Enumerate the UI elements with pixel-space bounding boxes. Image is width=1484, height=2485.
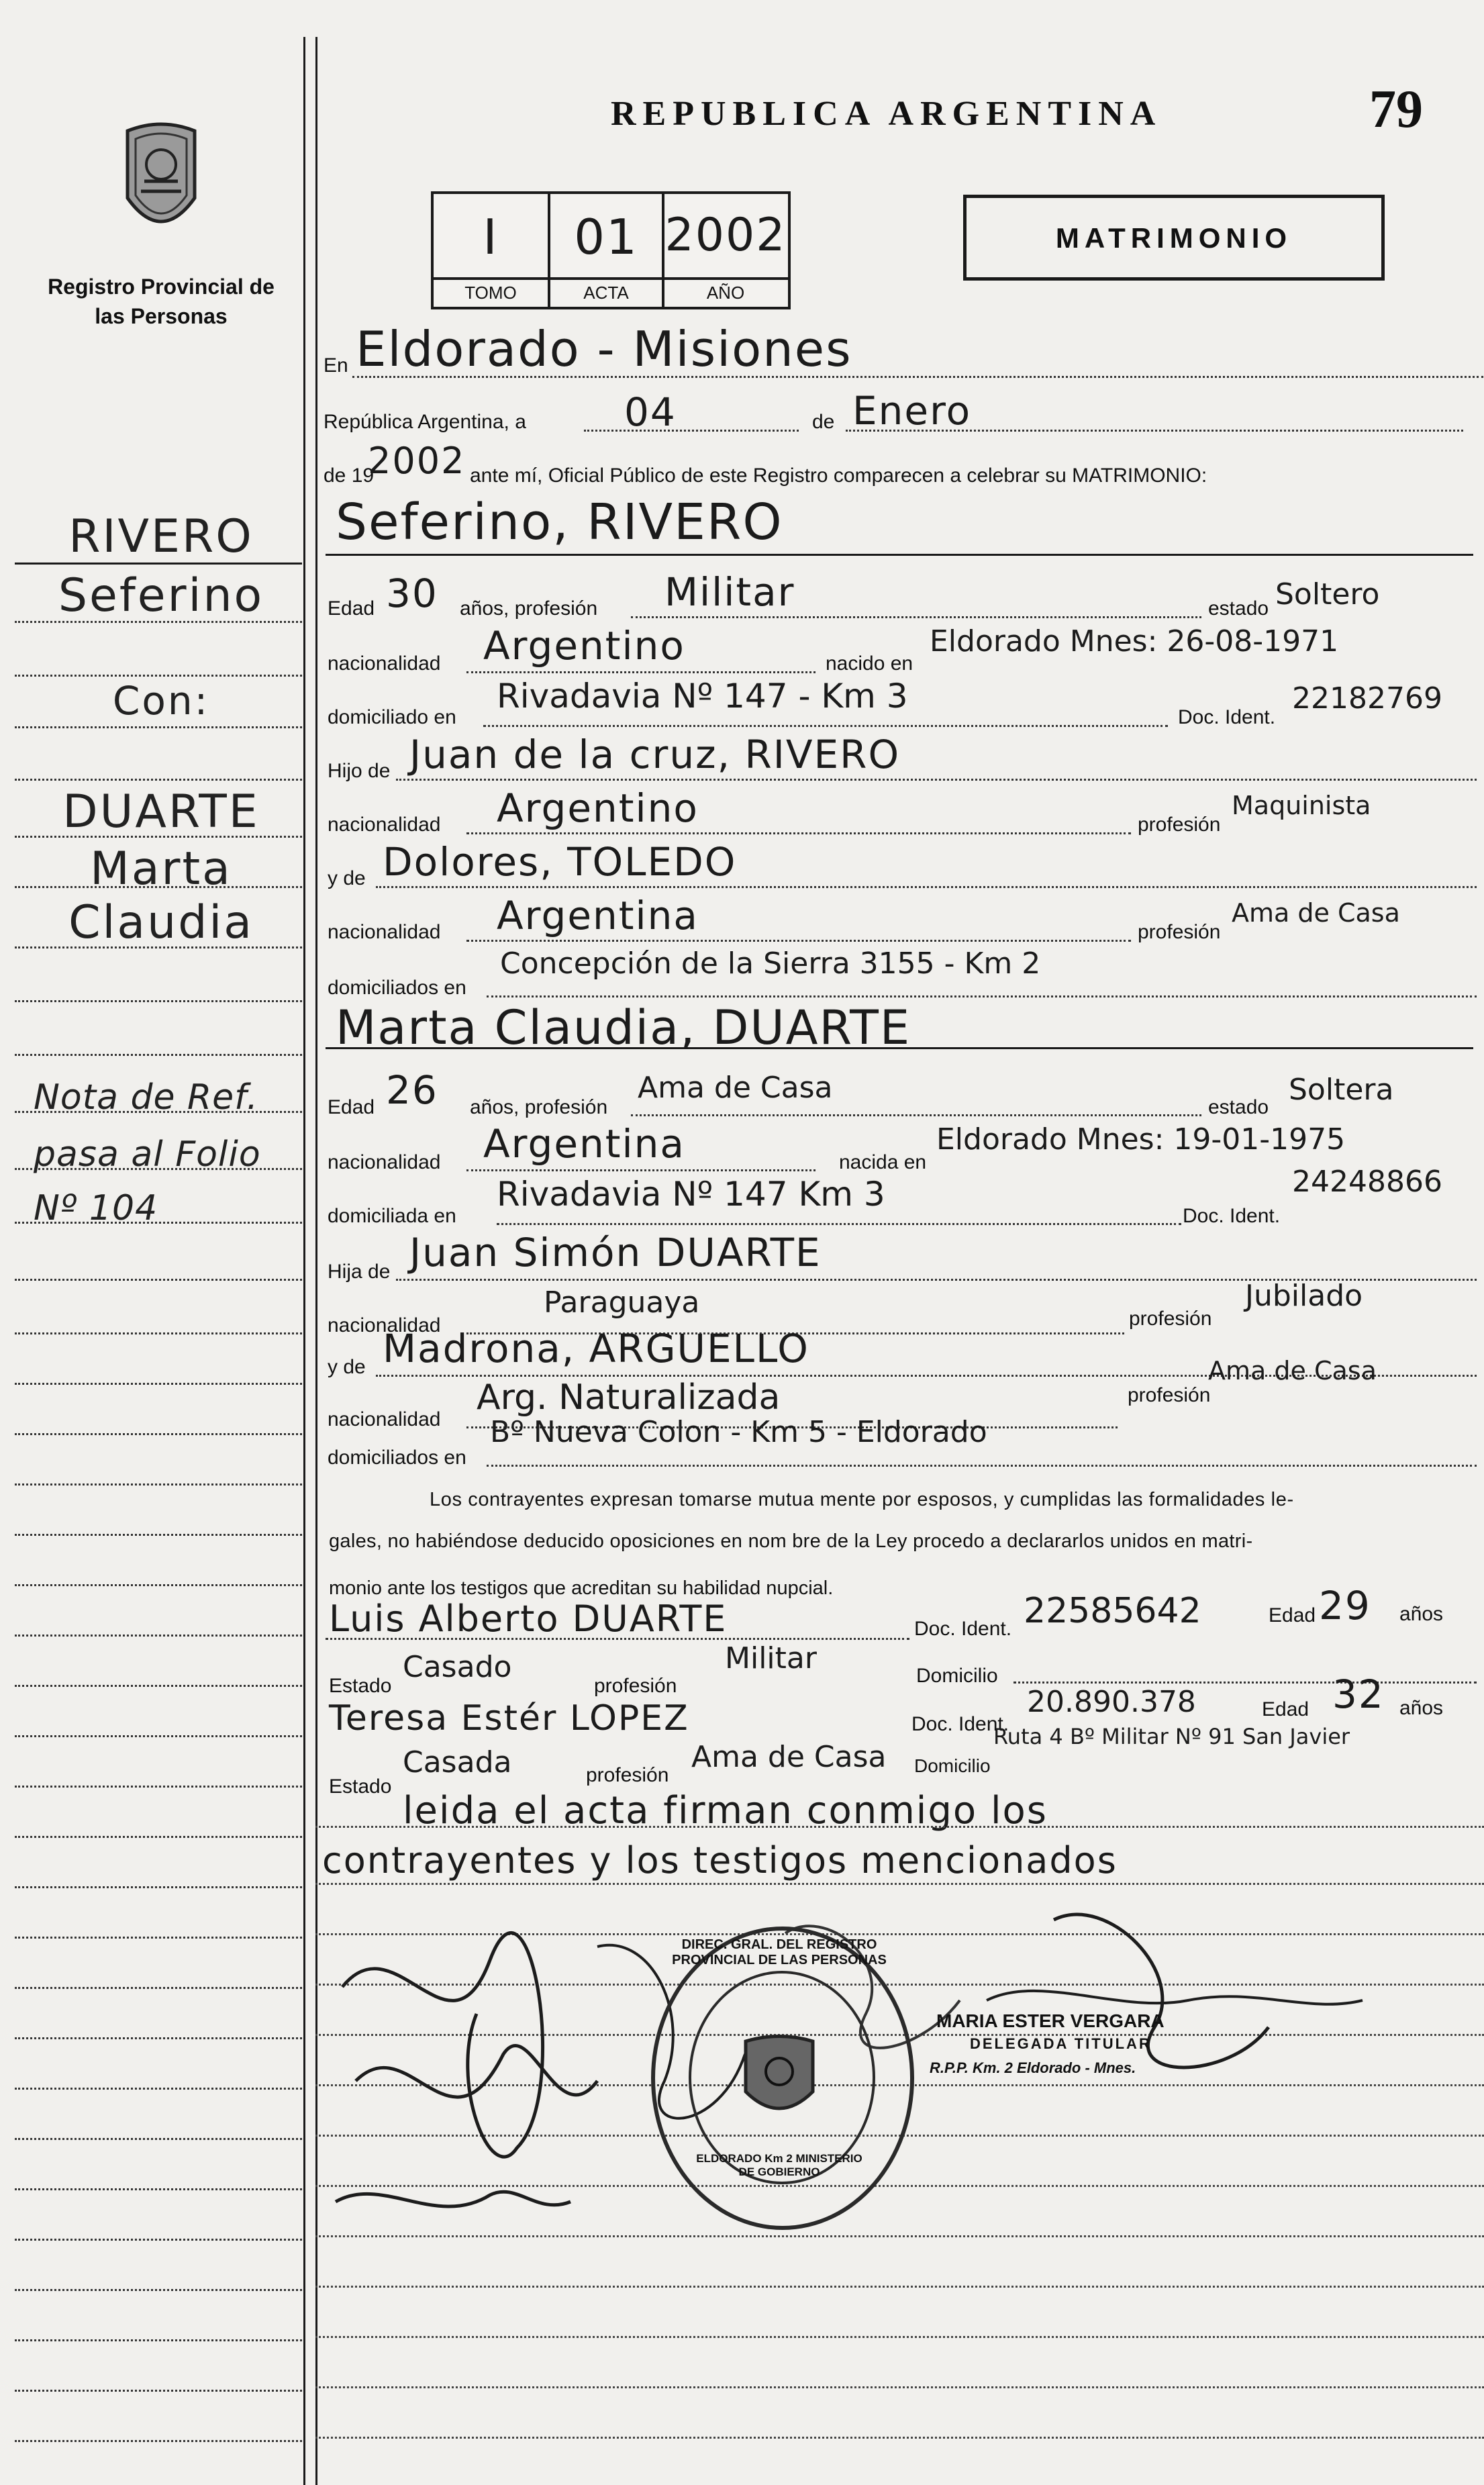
witness1-profession: Militar: [725, 1641, 817, 1675]
seal-emblem-icon: [736, 2031, 823, 2125]
en-label: En: [324, 354, 348, 377]
bride-nationality-label: nacionalidad: [328, 1151, 441, 1173]
margin-rule: [15, 1836, 302, 1838]
bride-years-profession-label: años, profesión: [470, 1096, 608, 1118]
groom-parents-dom-label: domiciliados en: [328, 977, 466, 999]
margin-rule: [15, 1584, 302, 1586]
groom-mother: Dolores, TOLEDO: [383, 839, 737, 885]
groom-nationality-line: [466, 671, 815, 673]
round-seal-outer-text: DIREC. GRAL. DEL REGISTRO PROVINCIAL DE LAS PERSONAS: [672, 1937, 887, 1967]
groom-mother-line: [376, 886, 1477, 888]
bride-father-nat-label: nacionalidad: [328, 1314, 441, 1336]
witness1-age-label: Edad: [1269, 1604, 1316, 1626]
bride-mother-nat: Arg. Naturalizada: [477, 1377, 781, 1418]
margin-rule: [15, 1735, 302, 1737]
margin-rule: [15, 779, 302, 781]
ano-label: AÑO: [706, 283, 745, 303]
groom-father-prof: Maquinista: [1232, 791, 1371, 820]
body-rule: [315, 2437, 1484, 2439]
witness1-estado-label: Estado: [329, 1675, 392, 1697]
registry-volume-box: [431, 191, 791, 309]
closing-line-1: leida el acta firman conmigo los: [403, 1789, 1048, 1833]
acta-label: ACTA: [583, 283, 629, 303]
official-office-stamp: R.P.P. Km. 2 Eldorado - Mnes.: [930, 2059, 1136, 2076]
margin-note-line-3: Nº 104: [34, 1188, 158, 1228]
bride-nationality-line: [466, 1169, 815, 1171]
groom-father-label: Hijo de: [328, 760, 391, 782]
margin-bride-given-1: Marta: [90, 842, 232, 895]
bride-mother-label: y de: [328, 1356, 366, 1378]
bride-mother-prof: Ama de Casa: [1208, 1356, 1377, 1385]
witness1-name-line: [326, 1638, 909, 1640]
groom-mother-nat-line: [466, 940, 1131, 942]
witness2-age-label: Edad: [1262, 1698, 1309, 1720]
day-line: [584, 430, 799, 432]
folio-number: 79: [1369, 80, 1423, 139]
groom-mother-nat: Argentina: [497, 893, 699, 938]
groom-age: 30: [386, 571, 438, 616]
ano-value: 2002: [664, 209, 787, 262]
bride-age-label: Edad: [328, 1096, 375, 1118]
body-rule: [315, 2286, 1484, 2288]
margin-rule: [15, 1786, 302, 1788]
place-line: [352, 376, 1483, 378]
month-value: Enero: [852, 388, 972, 434]
margin-bride-given-2: Claudia: [68, 896, 254, 949]
groom-marital-status: Soltero: [1275, 577, 1380, 612]
groom-name-line: [326, 554, 1473, 556]
country-title: REPUBLICA ARGENTINA: [611, 95, 1163, 133]
margin-rule: [15, 1886, 302, 1888]
groom-estado-label: estado: [1208, 597, 1269, 620]
bride-domicile-line: [497, 1223, 1181, 1225]
margin-rule: [15, 2037, 302, 2039]
body-rule: [315, 2386, 1484, 2388]
bride-father-prof: Jubilado: [1245, 1279, 1363, 1313]
margin-rule: [15, 2239, 302, 2241]
bride-born-label: nacida en: [839, 1151, 927, 1173]
margin-rule: [15, 2339, 302, 2341]
bride-domicile: Rivadavia Nº 147 Km 3: [497, 1175, 885, 1214]
bride-father: Juan Simón DUARTE: [409, 1230, 822, 1275]
tomo-value: I: [483, 209, 499, 265]
margin-rule: [15, 2440, 302, 2442]
groom-nationality-label: nacionalidad: [328, 652, 441, 675]
margin-groom-given: Seferino: [58, 569, 264, 622]
bride-age: 26: [386, 1067, 438, 1113]
bride-marital-status: Soltera: [1289, 1073, 1394, 1107]
declaration-line-3: monio ante los testigos que acreditan su habilidad nupcial.: [329, 1577, 834, 1599]
witness1-name: Luis Alberto DUARTE: [329, 1598, 728, 1640]
groom-domicile-line: [483, 725, 1168, 727]
closing-line-2: contrayentes y los testigos mencionados: [322, 1839, 1118, 1882]
groom-domicile-label: domiciliado en: [328, 706, 456, 728]
groom-years-profession-label: años, profesión: [460, 597, 598, 620]
body-rule: [315, 1826, 1484, 1828]
groom-parents-dom-line: [487, 995, 1477, 997]
year-value: 2002: [368, 440, 466, 482]
margin-rule: [15, 1635, 302, 1637]
groom-born-label: nacido en: [826, 652, 913, 675]
witness2-estado-label: Estado: [329, 1775, 392, 1798]
margin-rule: [15, 2138, 302, 2140]
groom-profession-line: [631, 616, 1201, 618]
bride-mother-nat-label: nacionalidad: [328, 1408, 441, 1430]
appearance-statement: ante mí, Oficial Público de este Registro comparecen a celebrar su MATRIMONIO:: [470, 465, 1207, 487]
bride-mother-prof-label: profesión: [1128, 1384, 1211, 1406]
margin-rule: [15, 675, 302, 677]
witness2-years-label: años: [1399, 1697, 1444, 1719]
groom-nationality: Argentino: [483, 623, 685, 669]
bride-doc-label: Doc. Ident.: [1183, 1205, 1281, 1227]
witness1-age: 29: [1319, 1583, 1371, 1628]
bride-father-label: Hija de: [328, 1261, 391, 1283]
witness2-prof-label: profesión: [586, 1764, 669, 1786]
bride-birthplace: Eldorado Mnes: 19-01-1975: [936, 1122, 1346, 1157]
bride-father-nat: Paraguaya: [544, 1285, 700, 1320]
margin-rule: [15, 2390, 302, 2392]
acta-value: 01: [574, 209, 638, 265]
republic-label: República Argentina, a: [324, 411, 526, 433]
margin-rule: [15, 1054, 302, 1056]
witness2-name: Teresa Estér LOPEZ: [329, 1698, 689, 1739]
margin-rule: [15, 1483, 302, 1485]
record-type-box: [963, 195, 1385, 281]
record-type-label: MATRIMONIO: [1055, 222, 1293, 254]
groom-father-prof-label: profesión: [1138, 814, 1221, 836]
declaration-line-2: gales, no habiéndose deducido oposiciones en nom bre de la Ley procedo a declararlos unidos en matri-: [329, 1530, 1253, 1552]
bride-full-name: Marta Claudia, DUARTE: [336, 1000, 911, 1055]
margin-groom-surname: RIVERO: [68, 510, 254, 563]
groom-doc-label: Doc. Ident.: [1178, 706, 1276, 728]
groom-father-nat: Argentino: [497, 785, 699, 831]
bride-parents-dom-line: [487, 1465, 1477, 1467]
month-de-label: de: [812, 411, 835, 433]
month-line: [846, 430, 1463, 432]
witness1-doc: 22585642: [1024, 1591, 1201, 1631]
bride-estado-label: estado: [1208, 1096, 1269, 1118]
bride-parents-dom: Bº Nueva Colon - Km 5 - Eldorado: [490, 1415, 987, 1449]
groom-father-nat-line: [466, 832, 1131, 834]
margin-rule: [15, 1383, 302, 1385]
body-rule: [315, 2336, 1484, 2338]
bride-domicile-label: domiciliada en: [328, 1205, 456, 1227]
witness1-doc-label: Doc. Ident.: [914, 1618, 1012, 1640]
witness1-status: Casado: [403, 1650, 512, 1684]
witness1-prof-label: profesión: [594, 1675, 677, 1697]
margin-rule: [15, 2088, 302, 2090]
official-title-stamp: DELEGADA TITULAR: [970, 2035, 1152, 2052]
margin-rule: [15, 726, 302, 728]
margin-rule: [15, 1433, 302, 1435]
place-value: Eldorado - Misiones: [356, 321, 852, 377]
bride-father-prof-label: profesión: [1129, 1308, 1212, 1330]
bride-doc: 24248866: [1292, 1165, 1442, 1199]
margin-rule: [15, 2289, 302, 2291]
margin-rule: [15, 1332, 302, 1334]
groom-father-nat-label: nacionalidad: [328, 814, 441, 836]
margin-rule: [15, 1279, 302, 1281]
witness1-domicile-line: [1013, 1682, 1477, 1684]
margin-rule: [15, 1937, 302, 1939]
witness2-domicile: Ruta 4 Bº Militar Nº 91 San Javier: [993, 1724, 1350, 1749]
margin-rule: [15, 1000, 302, 1002]
bride-nationality: Argentina: [483, 1121, 685, 1167]
margin-rule: [15, 1685, 302, 1687]
margin-rule: [15, 1534, 302, 1536]
bride-parents-dom-label: domiciliados en: [328, 1447, 466, 1469]
groom-mother-prof: Ama de Casa: [1232, 898, 1400, 928]
official-name-stamp: MARIA ESTER VERGARA: [936, 2010, 1165, 2031]
witness1-years-label: años: [1399, 1603, 1444, 1625]
witness2-dom-label: Domicilio: [914, 1755, 991, 1776]
groom-profession: Militar: [664, 569, 795, 615]
groom-father: Juan de la cruz, RIVERO: [409, 732, 901, 777]
margin-rule: [15, 1987, 302, 1989]
bride-name-line: [326, 1047, 1473, 1049]
groom-birthplace: Eldorado Mnes: 26-08-1971: [930, 624, 1339, 659]
day-value: 04: [624, 389, 677, 435]
witness2-profession: Ama de Casa: [691, 1740, 887, 1774]
groom-father-line: [396, 779, 1477, 781]
witness2-status: Casada: [403, 1745, 512, 1780]
margin-note-line-1: Nota de Ref.: [34, 1077, 259, 1118]
groom-domicile: Rivadavia Nº 147 - Km 3: [497, 677, 908, 716]
bride-mother: Madrona, ARGUELLO: [383, 1326, 809, 1371]
bride-profession: Ama de Casa: [638, 1071, 833, 1105]
margin-note-line-2: pasa al Folio: [34, 1134, 261, 1175]
registry-name: Registro Provincial de las Personas: [48, 275, 275, 328]
margin-rule: [15, 2188, 302, 2190]
groom-parents-dom: Concepción de la Sierra 3155 - Km 2: [500, 946, 1041, 981]
margin-bride-surname: DUARTE: [62, 785, 260, 838]
groom-mother-nat-label: nacionalidad: [328, 921, 441, 943]
registry-round-seal: [651, 1927, 914, 2230]
tomo-label: TOMO: [464, 283, 517, 303]
margin-with: Con:: [112, 678, 210, 724]
groom-mother-label: y de: [328, 867, 366, 889]
groom-mother-prof-label: profesión: [1138, 921, 1221, 943]
year-prefix-label: de 19: [324, 465, 375, 487]
groom-age-label: Edad: [328, 597, 375, 620]
witness2-age: 32: [1332, 1671, 1385, 1717]
provincial-coat-of-arms-logo: [114, 117, 208, 252]
bride-profession-line: [631, 1114, 1201, 1116]
groom-doc: 22182769: [1292, 681, 1442, 716]
groom-full-name: Seferino, RIVERO: [336, 493, 783, 551]
declaration-line-1: Los contrayentes expresan tomarse mutua mente por esposos, y cumplidas las formalidades le-: [430, 1489, 1294, 1510]
witness2-doc: 20.890.378: [1027, 1685, 1196, 1719]
margin-divider-line: [303, 37, 305, 2485]
round-seal-inner-text: ELDORADO Km 2 MINISTERIO DE GOBIERNO: [696, 2152, 862, 2178]
witness2-doc-label: Doc. Ident.: [911, 1713, 1009, 1735]
witness1-dom-label: Domicilio: [916, 1665, 998, 1687]
